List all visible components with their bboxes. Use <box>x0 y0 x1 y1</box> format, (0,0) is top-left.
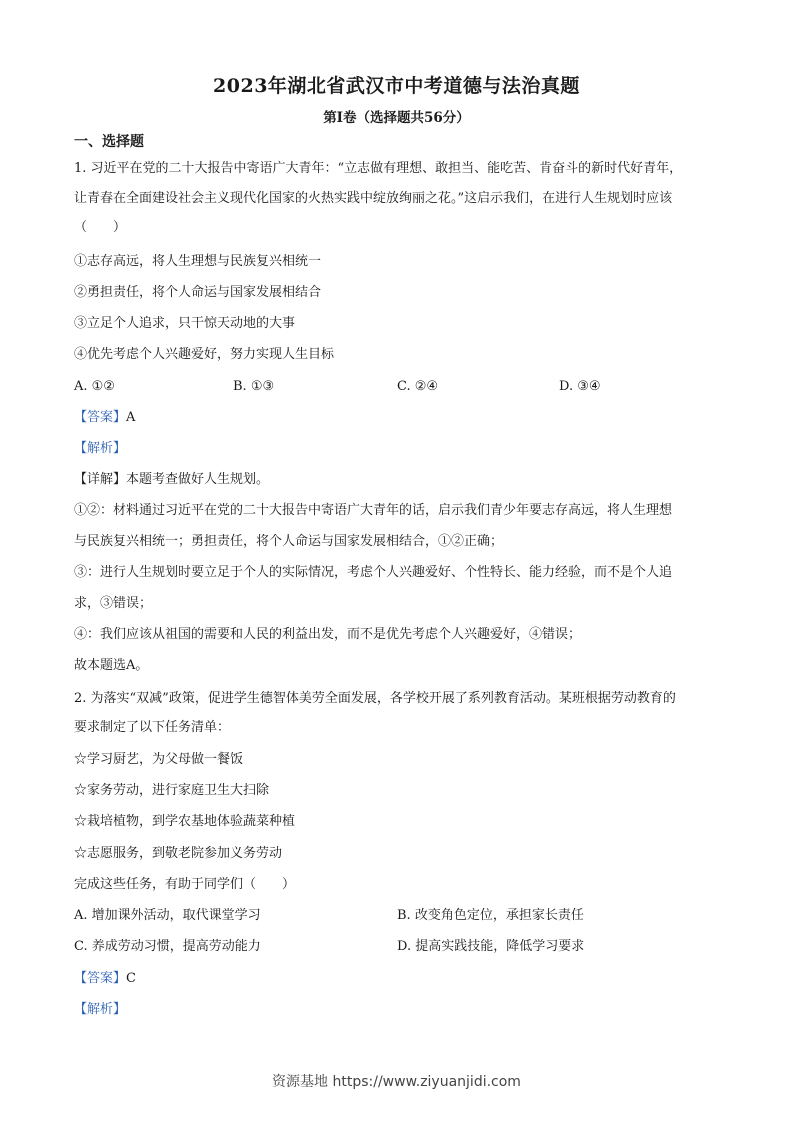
q2-option-d: D. 提高实践技能，降低学习要求 <box>397 939 585 954</box>
q2-question: 完成这些任务，有助于同学们（ ） <box>74 877 296 892</box>
q1-detail-line-6: ④：我们应该从祖国的需要和人民的利益出发，而不是优先考虑个人兴趣爱好，④错误； <box>74 627 582 642</box>
q1-statement-4: ④优先考虑个人兴趣爱好，努力实现人生目标 <box>74 347 335 362</box>
q2-task-4: ☆志愿服务，到敬老院参加义务劳动 <box>74 846 283 861</box>
q1-answer-value: A <box>126 410 136 425</box>
q1-detail-line-1: 【详解】本题考查做好人生规划。 <box>74 472 270 487</box>
q1-stem-line-3: （ ） <box>74 220 127 235</box>
q2-analysis-tag: 【解析】 <box>74 1002 127 1017</box>
q1-option-c: C. ②④ <box>397 379 439 394</box>
q1-answer-tag: 【答案】 <box>74 410 127 425</box>
q2-task-2: ☆家务劳动，进行家庭卫生大扫除 <box>74 783 270 798</box>
q1-statement-2: ②勇担责任，将个人命运与国家发展相结合 <box>74 285 322 300</box>
q1-analysis-tag: 【解析】 <box>74 441 127 456</box>
q1-statement-1: ①志存高远，将人生理想与民族复兴相统一 <box>74 254 322 269</box>
q1-option-a: A. ①② <box>74 379 115 394</box>
q1-stem-line-2: 让青春在全面建设社会主义现代化国家的火热实践中绽放绚丽之花。”这启示我们，在进行人生规划时应该 <box>74 191 673 206</box>
q1-answer-line <box>74 409 135 427</box>
q2-option-a: A. 增加课外活动，取代课堂学习 <box>74 908 261 923</box>
q1-detail-line-2: ①②：材料通过习近平在党的二十大报告中寄语广大青年的话，启示我们青少年要志存高远，将人生理想 <box>74 503 673 518</box>
q1-detail-line-3: 与民族复兴相统一；勇担责任，将个人命运与国家发展相结合，①②正确； <box>74 534 504 549</box>
q1-detail-line-4: ③：进行人生规划时要立足于个人的实际情况，考虑个人兴趣爱好、个性特长、能力经验，而不是个人追 <box>74 565 673 580</box>
section-heading: 一、选择题 <box>74 134 144 150</box>
q1-option-b: B. ①③ <box>233 379 275 394</box>
page-title: 2023年湖北省武汉市中考道德与法治真题 <box>213 75 580 97</box>
q1-option-d: D. ③④ <box>559 379 601 394</box>
q2-task-3: ☆栽培植物，到学农基地体验蔬菜种植 <box>74 814 296 829</box>
q2-stem-line-1: 2. 为落实“双减”政策，促进学生德智体美劳全面发展，各学校开展了系列教育活动。某班根据劳动教育的 <box>74 691 676 706</box>
q1-statement-3: ③立足个人追求，只干惊天动地的大事 <box>74 316 296 331</box>
q1-detail-line-7: 故本题选A。 <box>74 658 149 673</box>
footer-watermark: 资源基地 https://www.ziyuanjidi.com <box>272 1074 521 1090</box>
q2-answer-line <box>74 970 136 988</box>
q2-option-b: B. 改变角色定位，承担家长责任 <box>397 908 584 923</box>
q1-stem-line-1: 1. 习近平在党的二十大报告中寄语广大青年：“立志做有理想、敢担当、能吃苦、肯奋斗的新时代好青年， <box>74 161 683 176</box>
q1-detail-line-5: 求，③错误； <box>74 596 153 611</box>
paper-part-subtitle: 第I卷（选择题共56分） <box>323 110 470 126</box>
q2-stem-line-2: 要求制定了以下任务清单： <box>74 720 231 735</box>
q2-answer-value: C <box>126 971 136 986</box>
q2-option-c: C. 养成劳动习惯，提高劳动能力 <box>74 939 261 954</box>
q2-answer-tag: 【答案】 <box>74 971 127 986</box>
q2-task-1: ☆学习厨艺，为父母做一餐饭 <box>74 752 244 767</box>
